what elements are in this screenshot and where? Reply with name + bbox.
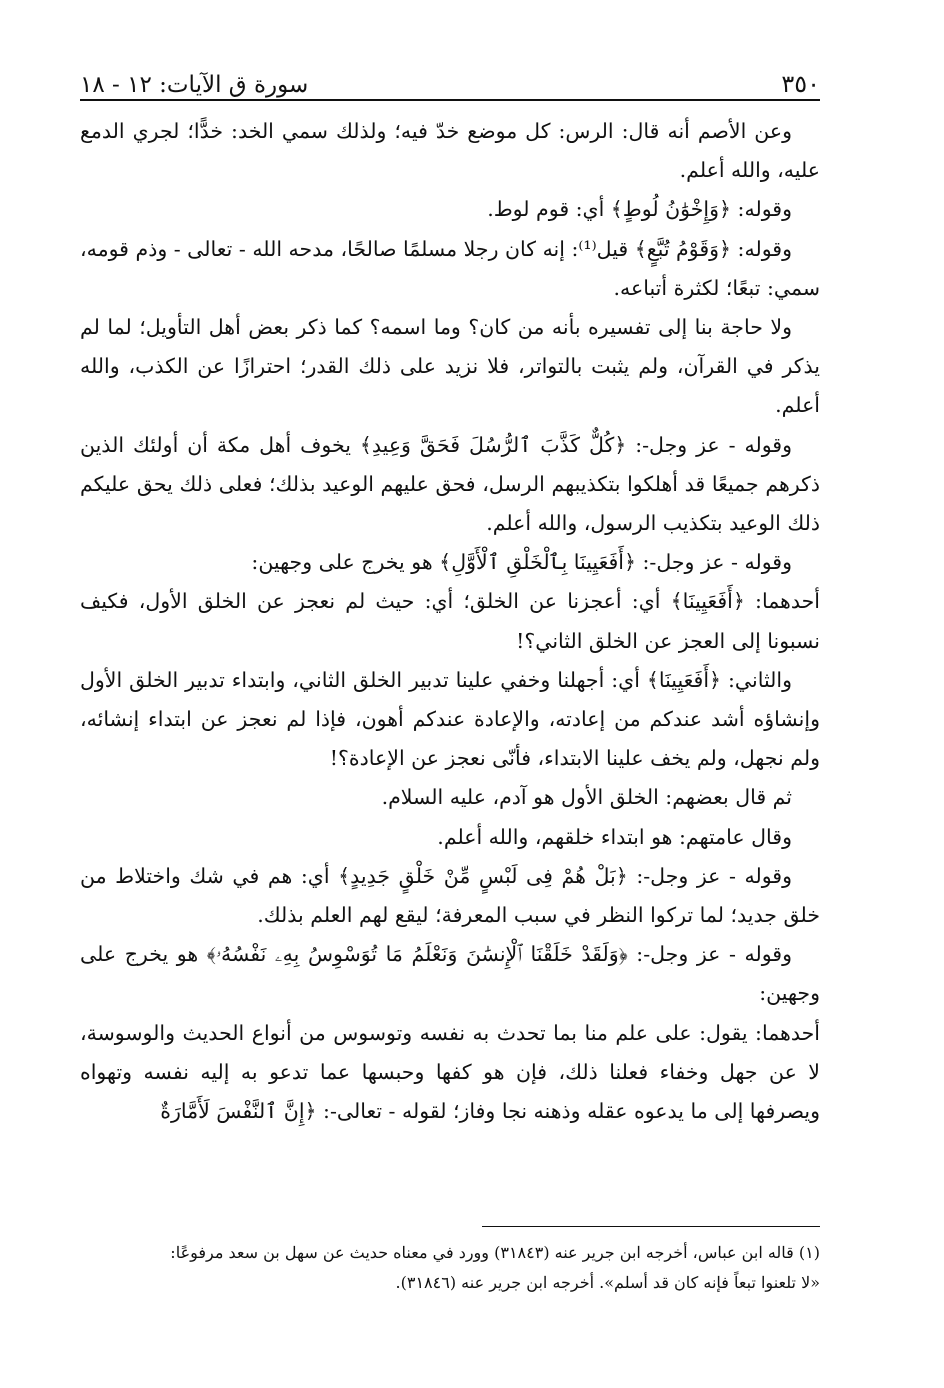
paragraph: أحدهما: ﴿أَفَعَيِينَا﴾ أي: أعجزنا عن الخلق؛ أي: حيث لم نعجز عن الخلق الأول، فكيف نسبونا إلى العجز عن الخلق الثاني؟! [80, 589, 820, 653]
paragraph: وقوله - عز وجل-: ﴿وَلَقَدْ خَلَقْنَا ٱلْإِنسَٰنَ وَنَعْلَمُ مَا تُوَسْوِسُ بِهِۦ نَفْسُهُۥ﴾ هو يخرج على وجهين: [80, 942, 820, 1006]
paragraph: والثاني: ﴿أَفَعَيِينَا﴾ أي: أجهلنا وخفي علينا تدبير الخلق الثاني، وابتداء تدبير الخلق الأول وإنشاؤه أشد عندكم من إعادته، والإعادة عندكم أهون، فإذا لم نعجز عن ابتداء إنشائه، ولم نجهل، ولم يخف علينا الابتداء، فأنّى نعجز عن الإعادة؟! [80, 667, 820, 771]
paragraph: وعن الأصم أنه قال: الرس: كل موضع خدّ فيه؛ ولذلك سمي الخد: خدًّا؛ لجري الدمع عليه، والله أعلم. [80, 119, 820, 183]
footnotes [80, 1238, 820, 1298]
paragraph: وقوله: ﴿وَإِخْوَٰنُ لُوطٍ﴾ أي: قوم لوط. [487, 197, 792, 222]
footnote-line: (١) قاله ابن عباس، أخرجه ابن جرير عنه (٣١٨٤٣) وورد في معناه حديث عن سهل بن سعد مرفوعًا: [170, 1243, 820, 1262]
main-text [80, 112, 820, 1131]
footnote-line: «لا تلعنوا تبعاً فإنه كان قد أسلم». أخرجه ابن جرير عنه (٣١٨٤٦). [395, 1273, 820, 1292]
paragraph: وقال عامتهم: هو ابتداء خلقهم، والله أعلم. [437, 824, 792, 849]
page-header [80, 58, 820, 98]
header-rule [80, 99, 820, 101]
paragraph: ولا حاجة بنا إلى تفسيره بأنه من كان؟ وما اسمه؟ كما ذكر بعض أهل التأويل؛ لما لم يذكر في القرآن، ولم يثبت بالتواتر، فلا نزيد على ذلك القدر؛ احترازًا عن الكذب، والله أعلم. [80, 315, 821, 418]
paragraph: وقوله - عز وجل-: ﴿كُلٌّ كَذَّبَ ٱلرُّسُلَ فَحَقَّ وَعِيدِ﴾ يخوف أهل مكة أن أولئك الذين ذكرهم جميعًا قد أهلكوا بتكذيبهم الرسل، فحق عليهم الوعيد بذلك؛ فعلى ذلك يحق عليكم ذلك الوعيد بتكذيب الرسول، والله أعلم. [80, 432, 820, 536]
paragraph: وقوله - عز وجل-: ﴿بَلْ هُمْ فِى لَبْسٍ مِّنْ خَلْقٍ جَدِيدٍ﴾ أي: هم في شك واختلاط من خلق جديد؛ لما تركوا النظر في سبب المعرفة؛ ليقع لهم العلم بذلك. [80, 863, 820, 928]
paragraph: وقوله - عز وجل-: ﴿أَفَعَيِينَا بِٱلْخَلْقِ ٱلْأَوَّلِ﴾ هو يخرج على وجهين: [251, 550, 792, 575]
running-title: سورة ق الآيات: ١٢ - ١٨ [80, 72, 309, 98]
paragraph: أحدهما: يقول: على علم منا بما تحدث به نفسه وتوسوس من أنواع الحديث والوسوسة، لا عن جهل وخفاء فعلنا ذلك، فإن هو كفها وحبسها عما تدعو به إليه نفسه وتهواه ويصرفها إلى ما يدعوه عقله وذهنه نجا وفاز؛ لقوله - تعالى-: ﴿إِنَّ ٱلنَّفْسَ لَأَمَّارَةٌ [80, 1020, 820, 1124]
paragraph: وقوله: ﴿وَقَوْمُ تُبَّعٍ﴾ قيل⁽¹⁾: إنه كان رجلا مسلمًا صالحًا، مدحه الله - تعالى - وذم قومه، سمي: تبعًا؛ لكثرة أتباعه. [80, 236, 820, 300]
paragraph: ثم قال بعضهم: الخلق الأول هو آدم، عليه السلام. [381, 785, 792, 810]
footnote-rule [482, 1226, 820, 1227]
page-number: ٣٥٠ [781, 70, 820, 98]
